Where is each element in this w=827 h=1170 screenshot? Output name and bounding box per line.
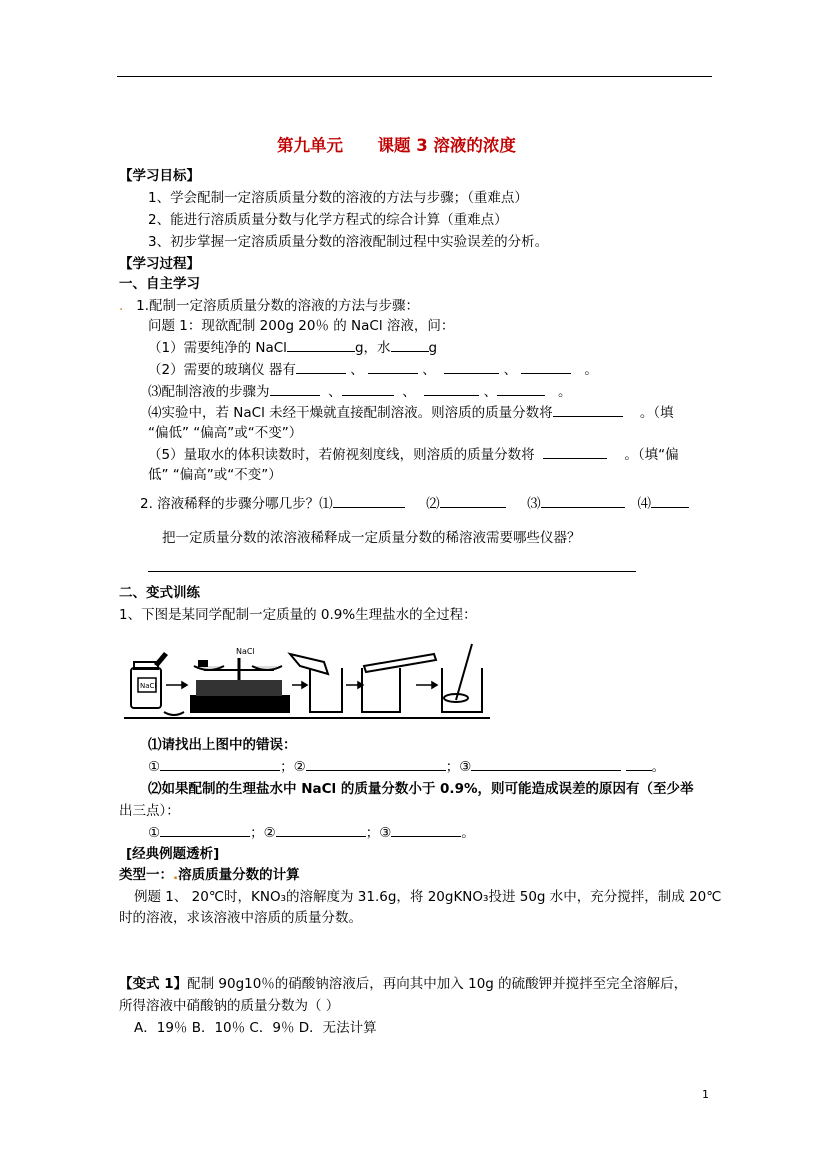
variant-1 <box>119 972 687 992</box>
text: ① <box>148 759 161 775</box>
balance-icon <box>190 658 290 713</box>
example-1-cont: 时的溶液，求该溶液中溶质的质量分数。 <box>119 910 362 926</box>
practice-question-1: 1、下图是某同学配制一定质量的 0.9%生理盐水的全过程： <box>119 607 477 623</box>
answer-blank[interactable] <box>391 823 461 837</box>
answer-blank[interactable] <box>160 823 250 837</box>
question-2 <box>140 492 689 512</box>
watch-glass-icon <box>164 712 184 715</box>
answer-blank[interactable] <box>368 360 418 374</box>
text: ；③ <box>365 825 392 841</box>
text: 。 <box>584 362 598 378</box>
text: 、 <box>483 384 498 400</box>
question-1-text: 1.配制一定溶质质量分数的溶液的方法与步骤： <box>136 298 420 314</box>
answer-blank[interactable] <box>541 494 625 508</box>
answer-blank[interactable] <box>440 494 506 508</box>
text: ⑵ <box>426 496 440 512</box>
text: 。（填 <box>639 405 674 421</box>
answer-blank[interactable] <box>391 338 429 352</box>
objective-item: 1、学会配制一定溶质质量分数的溶液的方法与步骤；（重难点） <box>148 190 528 206</box>
text: 、 <box>422 362 436 378</box>
practice-sub-1-answers <box>148 755 665 775</box>
text: 。 <box>557 384 572 400</box>
text: ；② <box>250 825 276 841</box>
text: ⑷ <box>637 496 651 512</box>
type-1-heading <box>119 863 300 883</box>
answer-blank[interactable] <box>626 757 652 771</box>
pan-label: NaCl <box>236 647 255 656</box>
text: g，水 <box>354 340 391 356</box>
process-heading: 【学习过程】 <box>119 256 200 272</box>
text: （1）需要纯净的 NaCl <box>148 340 287 356</box>
answer-blank[interactable] <box>276 823 366 837</box>
practice-sub-2-answers <box>148 821 475 841</box>
variant-1-options: A．19％ B．10％ C．9％ D．无法计算 <box>134 1020 377 1036</box>
header-rule <box>117 76 712 77</box>
text: 。 <box>651 759 666 775</box>
lab-procedure-figure <box>124 640 494 722</box>
answer-blank[interactable] <box>160 757 280 771</box>
answer-blank[interactable] <box>287 338 355 352</box>
bullet-dot: . <box>173 867 179 883</box>
text: 、 <box>503 362 518 378</box>
practice-sub-2-cont: 出三点）： <box>119 803 180 819</box>
text: 、 <box>402 384 416 400</box>
answer-blank[interactable] <box>424 382 479 396</box>
variant-1-cont: 所得溶液中硝酸钠的质量分数为（ ） <box>119 998 340 1014</box>
text: ① <box>148 825 161 841</box>
sub-question-4-cont: “偏低” “偏高”或“不变”） <box>148 425 303 441</box>
question-1 <box>119 294 419 314</box>
answer-blank[interactable] <box>342 382 394 396</box>
problem-1: 问题 1：现欲配制 200g 20％ 的 NaCl 溶液，问： <box>148 318 455 334</box>
text: g <box>428 340 438 356</box>
text: ；③ <box>445 759 472 775</box>
text: （5）量取水的体积读数时，若俯视刻度线，则溶质的质量分数将 <box>148 447 535 463</box>
bullet-dot: . <box>119 298 124 314</box>
example-1: 例题 1、 20℃时，KNO₃的溶解度为 31.6g，将 20gKNO₃投进 50g 水中，充分搅拌，制成 20℃ <box>134 889 722 905</box>
practice-sub-2 <box>148 777 693 797</box>
examples-heading: [经典例题透析] <box>126 846 220 862</box>
page-title: 第九单元 课题 3 溶液的浓度 <box>277 136 516 155</box>
text: 。（填“偏 <box>624 447 679 463</box>
text: 【变式 1】 <box>119 976 188 992</box>
arrow-icon <box>346 682 363 688</box>
stirring-beaker-icon <box>442 644 482 712</box>
answer-blank[interactable] <box>444 360 499 374</box>
sub-question-4 <box>148 401 674 421</box>
answer-blank[interactable] <box>553 403 623 417</box>
text: ；② <box>280 759 306 775</box>
answer-blank[interactable] <box>306 757 446 771</box>
text: ⑶配制溶液的步骤为 <box>148 384 270 400</box>
text: 类型一： <box>119 867 173 883</box>
text: ⑶ <box>527 496 541 512</box>
beaker-icon <box>362 654 436 712</box>
sub-question-3 <box>148 380 571 400</box>
sub-question-5-cont: 低” “偏高”或“不变”） <box>148 467 282 483</box>
jar-label: NaCl <box>140 682 157 690</box>
arrow-icon <box>292 682 307 688</box>
sub-question-2 <box>148 358 598 378</box>
sub-question-1 <box>148 336 437 356</box>
text: （2）需要的玻璃仪 器有 <box>148 362 296 378</box>
objective-item: 3、初步掌握一定溶质质量分数的溶液配制过程中实验误差的分析。 <box>148 234 549 250</box>
text: 。 <box>461 825 475 841</box>
text: 、 <box>350 362 364 378</box>
answer-blank[interactable] <box>497 382 545 396</box>
arrow-icon <box>166 682 187 688</box>
text: 2. 溶液稀释的步骤分哪几步？⑴ <box>140 496 333 512</box>
answer-line[interactable] <box>148 571 636 572</box>
page-number: 1 <box>702 1088 709 1101</box>
self-study-heading: 一、自主学习 <box>119 276 200 292</box>
stopper-icon <box>154 652 168 667</box>
answer-blank[interactable] <box>471 757 621 771</box>
practice-heading: 二、变式训练 <box>119 585 200 601</box>
practice-sub-1: ⑴请找出上图中的错误： <box>148 737 297 753</box>
question-3: 把一定质量分数的浓溶液稀释成一定质量分数的稀溶液需要哪些仪器？ <box>162 530 581 546</box>
arrow-icon <box>416 682 437 688</box>
answer-blank[interactable] <box>521 360 571 374</box>
answer-blank[interactable] <box>270 382 320 396</box>
text: ⑷实验中，若 NaCl 未经干燥就直接配制溶液。则溶质的质量分数将 <box>148 405 553 421</box>
answer-blank[interactable] <box>543 445 607 459</box>
beaker-icon <box>290 654 342 712</box>
objectives-heading: 【学习目标】 <box>119 168 200 184</box>
answer-blank[interactable] <box>296 360 346 374</box>
text: ⑵如果配制的生理盐水中 NaCl 的质量分数小于 0.9%，则可能造成误差的原因有（至少举 <box>148 781 694 797</box>
text: 、 <box>328 384 342 400</box>
answer-blank[interactable] <box>333 494 405 508</box>
sub-question-5 <box>148 443 679 463</box>
answer-blank[interactable] <box>651 494 689 508</box>
text: 溶质质量分数的计算 <box>178 867 300 883</box>
text: 配制 90g10％的硝酸钠溶液后，再向其中加入 10g 的硫酸钾并搅拌至完全溶解后， <box>187 976 688 992</box>
objective-item: 2、能进行溶质质量分数与化学方程式的综合计算（重难点） <box>148 212 508 228</box>
